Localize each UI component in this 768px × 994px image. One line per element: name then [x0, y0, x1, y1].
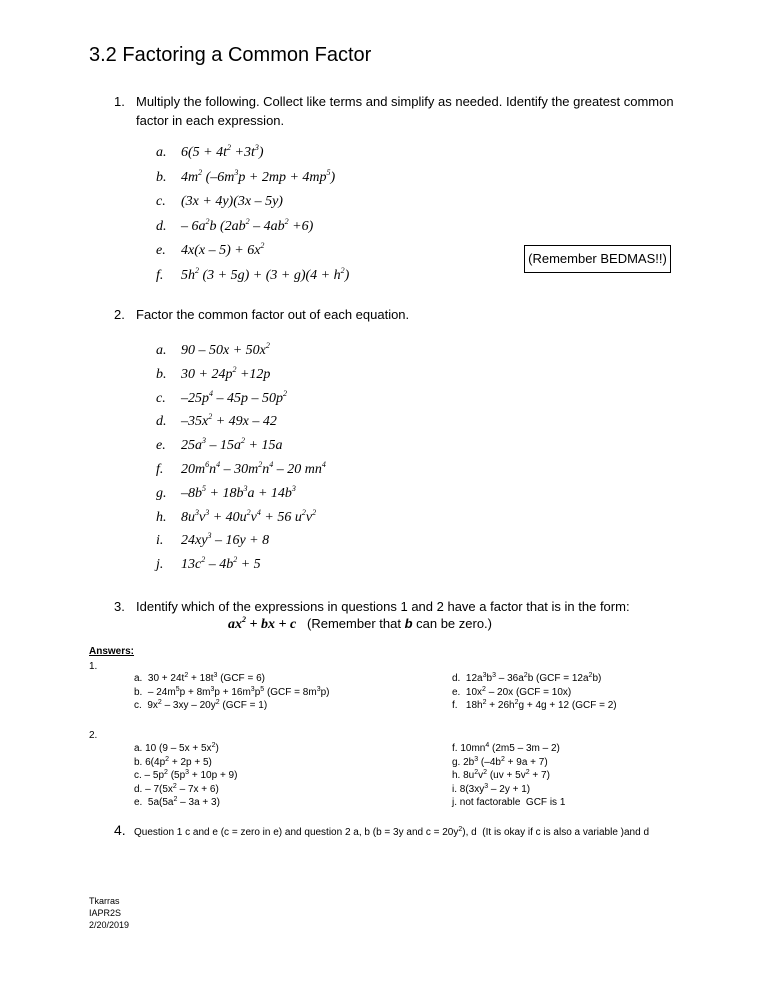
footer-code: IAPR2S — [89, 908, 122, 918]
question-2-item-label: e. — [156, 438, 166, 454]
answer-2-left-line: d. – $7(5x^2 - 7x + 6)$ — [134, 782, 219, 795]
question-2-item-d — [156, 414, 277, 430]
answer-2-right-line: f. $10mn^4$ (2m5 – 3m – 2) — [452, 742, 560, 754]
question-1-item-f — [156, 268, 349, 284]
question-2-item-expression: $-35x^2 + 49x - 42$ — [181, 412, 277, 430]
question-1-item-expression: (3x + 4y)(3x – 5y) — [181, 194, 283, 210]
answer-2-left-line: e. $5a(5a^2 - 3a + 3)$ — [134, 796, 220, 809]
question-2-item-label: c. — [156, 390, 166, 406]
answer-2-left-line: b. $6(4p^2 + 2p + 5)$ — [134, 755, 212, 768]
quadratic-form-expression: $ax^2$ + bx + c — [228, 615, 297, 632]
question-2-item-a — [156, 343, 270, 359]
question-1-item-label: a. — [156, 145, 167, 160]
question-2-item-label: i. — [156, 533, 164, 549]
question-1-item-label: c. — [156, 194, 166, 210]
footer — [89, 895, 129, 931]
question-3-text: Identify which of the expressions in questions 1 and 2 have a factor that is in the form: — [136, 599, 630, 614]
answer-2-right-line: g. $2b^3$ $(-4b^2 + 9a + 7)$ — [452, 755, 548, 768]
question-1-item-expression: $4m^2$ $(-6m^3p + 2mp + 4mp^5)$ — [181, 167, 336, 185]
question-2-item-label: b. — [156, 366, 167, 382]
question-2-item-expression: $24xy^3 - 16y + 8$ — [181, 531, 270, 549]
question-2-item-label: d. — [156, 414, 167, 430]
question-2-item-expression: $20m^6n^4 - 30m^2n^4 - 20$ $mn^4$ — [181, 460, 326, 477]
question-2-item-expression: $30 + 24p^2 +12p$ — [181, 364, 271, 382]
answer-2-left-line: a. 10 $(9 - 5x + 5x^2)$ — [134, 742, 219, 754]
question-2-item-label: g. — [156, 485, 167, 501]
question-2-item-expression: $25a^3 - 15a^2 + 15a$ — [181, 436, 283, 454]
question-2-number: 2. — [114, 307, 125, 322]
question-2-item-j — [156, 557, 261, 573]
answer-2-left-line: c. – $5p^2$ $(5p^3 + 10p + 9)$ — [134, 769, 238, 782]
answer-4-number: 4. — [114, 822, 126, 838]
question-2-item-h — [156, 507, 317, 526]
question-2-item-expression: $-25p^4 - 45p - 50p^2$ — [181, 388, 287, 406]
answer-1-left-line: b. – $24m^5p + 8m^3p + 16m^3p^5$ $(GCF = 8m^3p)$ — [134, 685, 330, 698]
question-2-item-label: a. — [156, 343, 167, 358]
question-1-item-expression: $4x(x - 5) + 6x^2$ — [181, 241, 265, 259]
answer-2-right-line: h. $8u^2v^2$ $(uv + 5v^2 + 7)$ — [452, 769, 550, 782]
answers-heading: Answers: — [89, 646, 135, 657]
answer-1-number: 1. — [89, 661, 98, 672]
question-1-number: 1. — [114, 94, 125, 109]
answer-1-left-line: c. $9x^2 - 3xy - 20y^2$ (GCF = 1) — [134, 699, 268, 711]
question-3-number: 3. — [114, 599, 125, 614]
footer-date: 2/20/2019 — [89, 920, 130, 930]
page-title: 3.2 Factoring a Common Factor — [89, 44, 372, 66]
question-2-item-expression: $8u^3v^3 + 40u^2v^4 + 56$ $u^2v^2$ — [181, 507, 317, 525]
question-2-item-expression: $-8b^5 + 18b^3a + 14b^3$ — [181, 483, 296, 501]
question-1-item-label: b. — [156, 169, 167, 185]
question-1-item-e — [156, 243, 264, 259]
question-1-item-label: e. — [156, 243, 166, 259]
answer-1-left-line: a. $30 + 24t^2 + 18t^3$ (GCF = 6) — [134, 672, 265, 684]
answer-4-text: Question 1 c and e (c = zero in e) and question 2 a, b (b = 3y and $c = 20y^2$), d (It is okay if c is also a variable )and d — [134, 826, 650, 838]
question-2-item-b — [156, 364, 271, 383]
question-2-item-i — [156, 533, 269, 549]
question-2-item-label: j. — [156, 557, 164, 573]
question-2-item-label: f. — [156, 462, 164, 477]
question-1-item-b — [156, 167, 336, 186]
question-2-item-g — [156, 483, 296, 502]
question-1-item-expression: – $6a^2b$ $(2ab^2 - 4ab^2 +6)$ — [181, 216, 314, 234]
question-2-item-c — [156, 388, 287, 407]
answer-1-right-line: f. $18h^2 + 26h^2g + 4g + 12$ (GCF = 2) — [452, 699, 617, 711]
answer-1-right-line: d. $12a^3b^3 - 36a^2b$ $(GCF = 12a^2b)$ — [452, 672, 602, 684]
question-1-item-c — [156, 194, 283, 210]
question-1-item-d — [156, 216, 314, 235]
answer-2-number: 2. — [89, 730, 98, 741]
question-1-item-expression: $6(5 + 4t^2 +3t^3)$ — [181, 143, 264, 160]
question-2-item-e — [156, 438, 282, 454]
bedmas-reminder-box: (Remember BEDMAS!!) — [524, 245, 671, 273]
question-2-item-f — [156, 462, 326, 478]
question-2-item-expression: $13c^2 - 4b^2 + 5$ — [181, 555, 261, 573]
question-1-text-line1: Multiply the following. Collect like terms and simplify as needed. Identify the greatest common — [136, 94, 674, 109]
question-1-item-label: d. — [156, 218, 167, 234]
question-2-text: Factor the common factor out of each equation. — [136, 307, 410, 322]
question-1-item-label: f. — [156, 268, 164, 283]
quadratic-form-note: (Remember that b can be zero.) — [299, 616, 493, 631]
question-2-item-label: h. — [156, 509, 167, 525]
question-1-item-a — [156, 145, 264, 161]
answer-2-right-line: j. not factorable GCF is 1 — [452, 797, 566, 809]
question-2-item-expression: $90 - 50x + 50x^2$ — [181, 341, 270, 358]
answer-1-right-line: e. $10x^2 - 20x$ (GCF = 10x) — [452, 685, 572, 698]
quadratic-form — [228, 616, 492, 633]
footer-author: Tkarras — [89, 896, 120, 906]
question-1-item-expression: $5h^2$ $(3 + 5g) + (3 + g)(4 + h^2)$ — [181, 266, 350, 283]
answer-2-right-line: i. $8(3xy^3 - 2y + 1)$ — [452, 782, 531, 795]
question-1-text-line2: factor in each expression. — [136, 113, 285, 128]
